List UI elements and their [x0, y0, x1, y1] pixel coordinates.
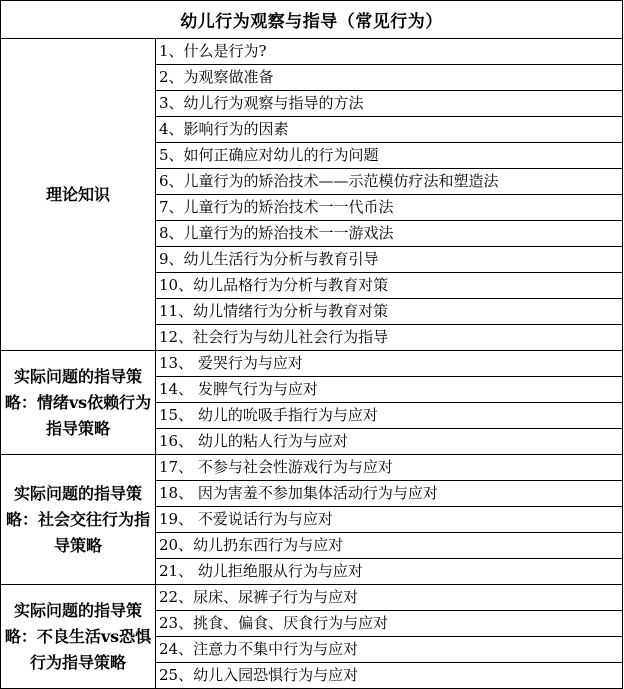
topic-item: 11、幼儿情绪行为分析与教育对策: [156, 299, 623, 325]
topic-item: 20、幼儿扔东西行为与应对: [156, 533, 623, 559]
topic-item: 3、幼儿行为观察与指导的方法: [156, 91, 623, 117]
topic-item: 7、儿童行为的矫治技术一一代币法: [156, 195, 623, 221]
topic-item: 13、 爱哭行为与应对: [156, 351, 623, 377]
topic-item: 9、幼儿生活行为分析与教育引导: [156, 247, 623, 273]
topic-item: 17、 不参与社会性游戏行为与应对: [156, 455, 623, 481]
topic-item: 8、儿童行为的矫治技术一一游戏法: [156, 221, 623, 247]
section-category: 理论知识: [1, 39, 156, 351]
topic-item: 24、注意力不集中行为与应对: [156, 637, 623, 663]
topic-item: 1、什么是行为?: [156, 39, 623, 65]
topic-item: 18、 因为害羞不参加集体活动行为与应对: [156, 481, 623, 507]
topic-item: 5、如何正确应对幼儿的行为问题: [156, 143, 623, 169]
topic-item: 4、影响行为的因素: [156, 117, 623, 143]
topic-item: 2、为观察做准备: [156, 65, 623, 91]
topic-item: 14、 发脾气行为与应对: [156, 377, 623, 403]
topic-item: 22、尿床、尿裤子行为与应对: [156, 585, 623, 611]
table-title: 幼儿行为观察与指导（常见行为）: [1, 1, 623, 39]
topic-item: 21、 幼儿拒绝服从行为与应对: [156, 559, 623, 585]
topic-item: 16、 幼儿的粘人行为与应对: [156, 429, 623, 455]
title-row: [1, 1, 623, 39]
topic-item: 6、儿童行为的矫治技术——示范模仿疗法和塑造法: [156, 169, 623, 195]
topic-item: 15、 幼儿的吮吸手指行为与应对: [156, 403, 623, 429]
table-row: [1, 585, 623, 611]
topic-item: 25、幼儿入园恐惧行为与应对: [156, 663, 623, 689]
section-category: 实际问题的指导策略：社会交往行为指导策略: [1, 455, 156, 585]
topic-item: 19、 不爱说话行为与应对: [156, 507, 623, 533]
topic-item: 23、挑食、偏食、厌食行为与应对: [156, 611, 623, 637]
section-category: 实际问题的指导策略：不良生活vs恐惧行为指导策略: [1, 585, 156, 689]
table-row: [1, 39, 623, 65]
topic-item: 10、幼儿品格行为分析与教育对策: [156, 273, 623, 299]
topic-item: 12、社会行为与幼儿社会行为指导: [156, 325, 623, 351]
section-category: 实际问题的指导策略：情绪vs依赖行为指导策略: [1, 351, 156, 455]
table-row: [1, 351, 623, 377]
table-row: [1, 455, 623, 481]
